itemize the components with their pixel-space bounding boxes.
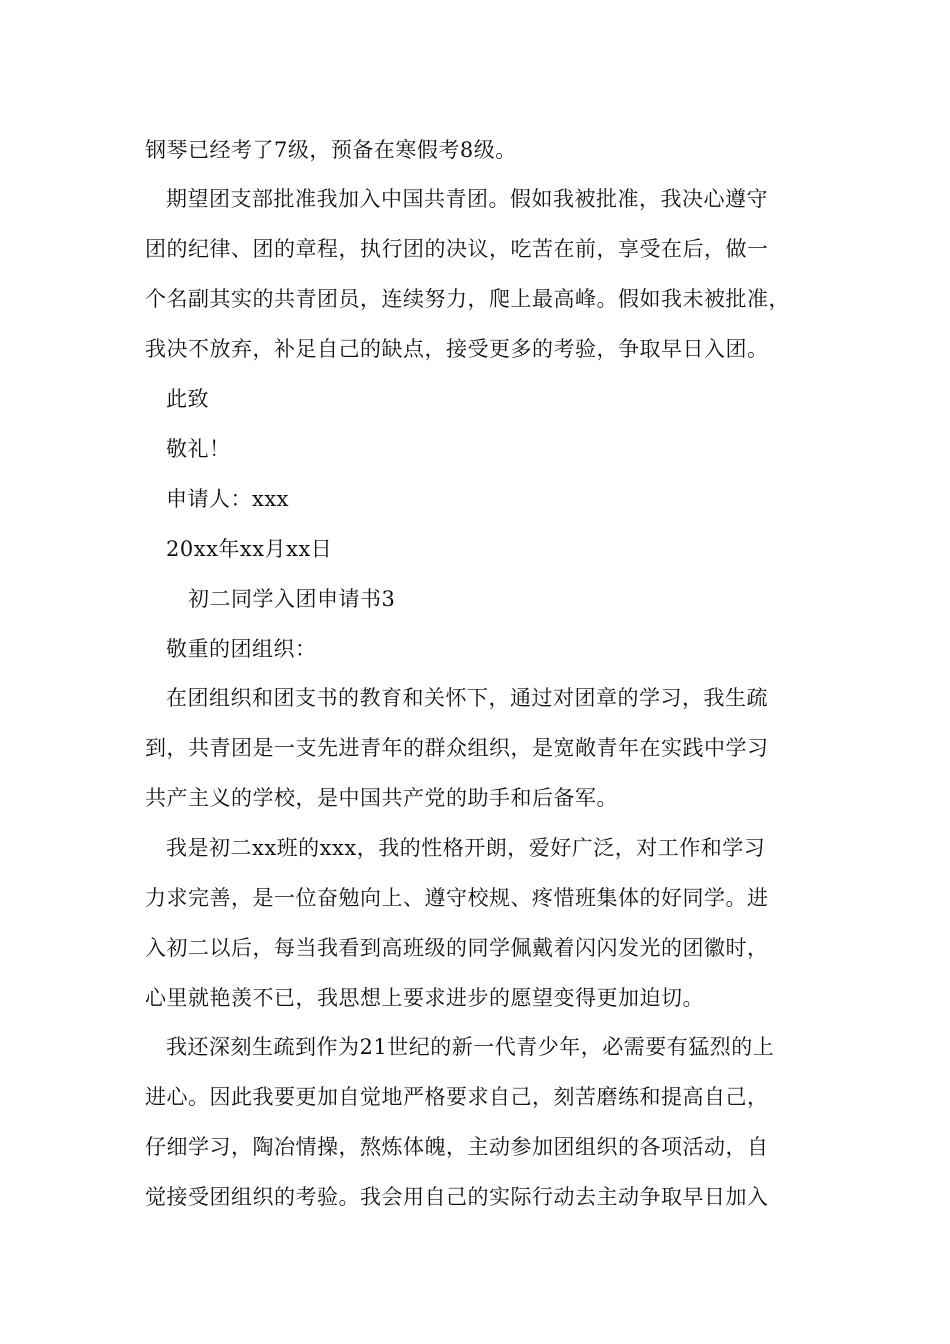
text-line: 我还深刻生疏到作为21世纪的新一代青少年，必需要有猛烈的上 bbox=[166, 1035, 775, 1059]
text-line: 入初二以后，每当我看到高班级的同学佩戴着闪闪发光的团徽时， bbox=[145, 936, 769, 960]
text-line: 仔细学习，陶冶情操，熬炼体魄，主动参加团组织的各项活动，自 bbox=[145, 1135, 769, 1159]
text-line: 个名副其实的共青团员，连续努力，爬上最高峰。假如我未被批准， bbox=[145, 287, 790, 311]
section-title: 初二同学入团申请书3 bbox=[188, 587, 396, 611]
text-line: 此致 bbox=[166, 387, 209, 411]
text-line: 在团组织和团支书的教育和关怀下，通过对团章的学习，我生疏 bbox=[166, 686, 768, 710]
salutation: 敬重的团组织： bbox=[166, 637, 317, 661]
date-line: 20xx年xx月xx日 bbox=[166, 537, 333, 561]
text-line: 敬礼！ bbox=[166, 437, 231, 461]
text-line: 期望团支部批准我加入中国共青团。假如我被批准，我决心遵守 bbox=[166, 187, 768, 211]
text-line: 心里就艳羡不已，我思想上要求进步的愿望变得更加迫切。 bbox=[145, 986, 704, 1010]
text-line: 团的纪律、团的章程，执行团的决议，吃苦在前，享受在后，做一 bbox=[145, 237, 769, 261]
signature-line: 申请人：xxx bbox=[166, 487, 290, 511]
text-line: 到，共青团是一支先进青年的群众组织，是宽敞青年在实践中学习 bbox=[145, 736, 769, 760]
text-line: 觉接受团组织的考验。我会用自己的实际行动去主动争取早日加入 bbox=[145, 1185, 769, 1209]
text-line: 力求完善，是一位奋勉向上、遵守校规、疼惜班集体的好同学。进 bbox=[145, 886, 769, 910]
text-line: 我是初二xx班的xxx，我的性格开朗，爱好广泛，对工作和学习 bbox=[166, 836, 766, 860]
text-line: 共产主义的学校，是中国共产党的助手和后备军。 bbox=[145, 786, 618, 810]
text-line: 进心。因此我要更加自觉地严格要求自己，刻苦磨练和提高自己， bbox=[145, 1085, 769, 1109]
text-line: 我决不放弃，补足自己的缺点，接受更多的考验，争取早日入团。 bbox=[145, 337, 769, 361]
text-line: 钢琴已经考了7级，预备在寒假考8级。 bbox=[145, 138, 517, 162]
